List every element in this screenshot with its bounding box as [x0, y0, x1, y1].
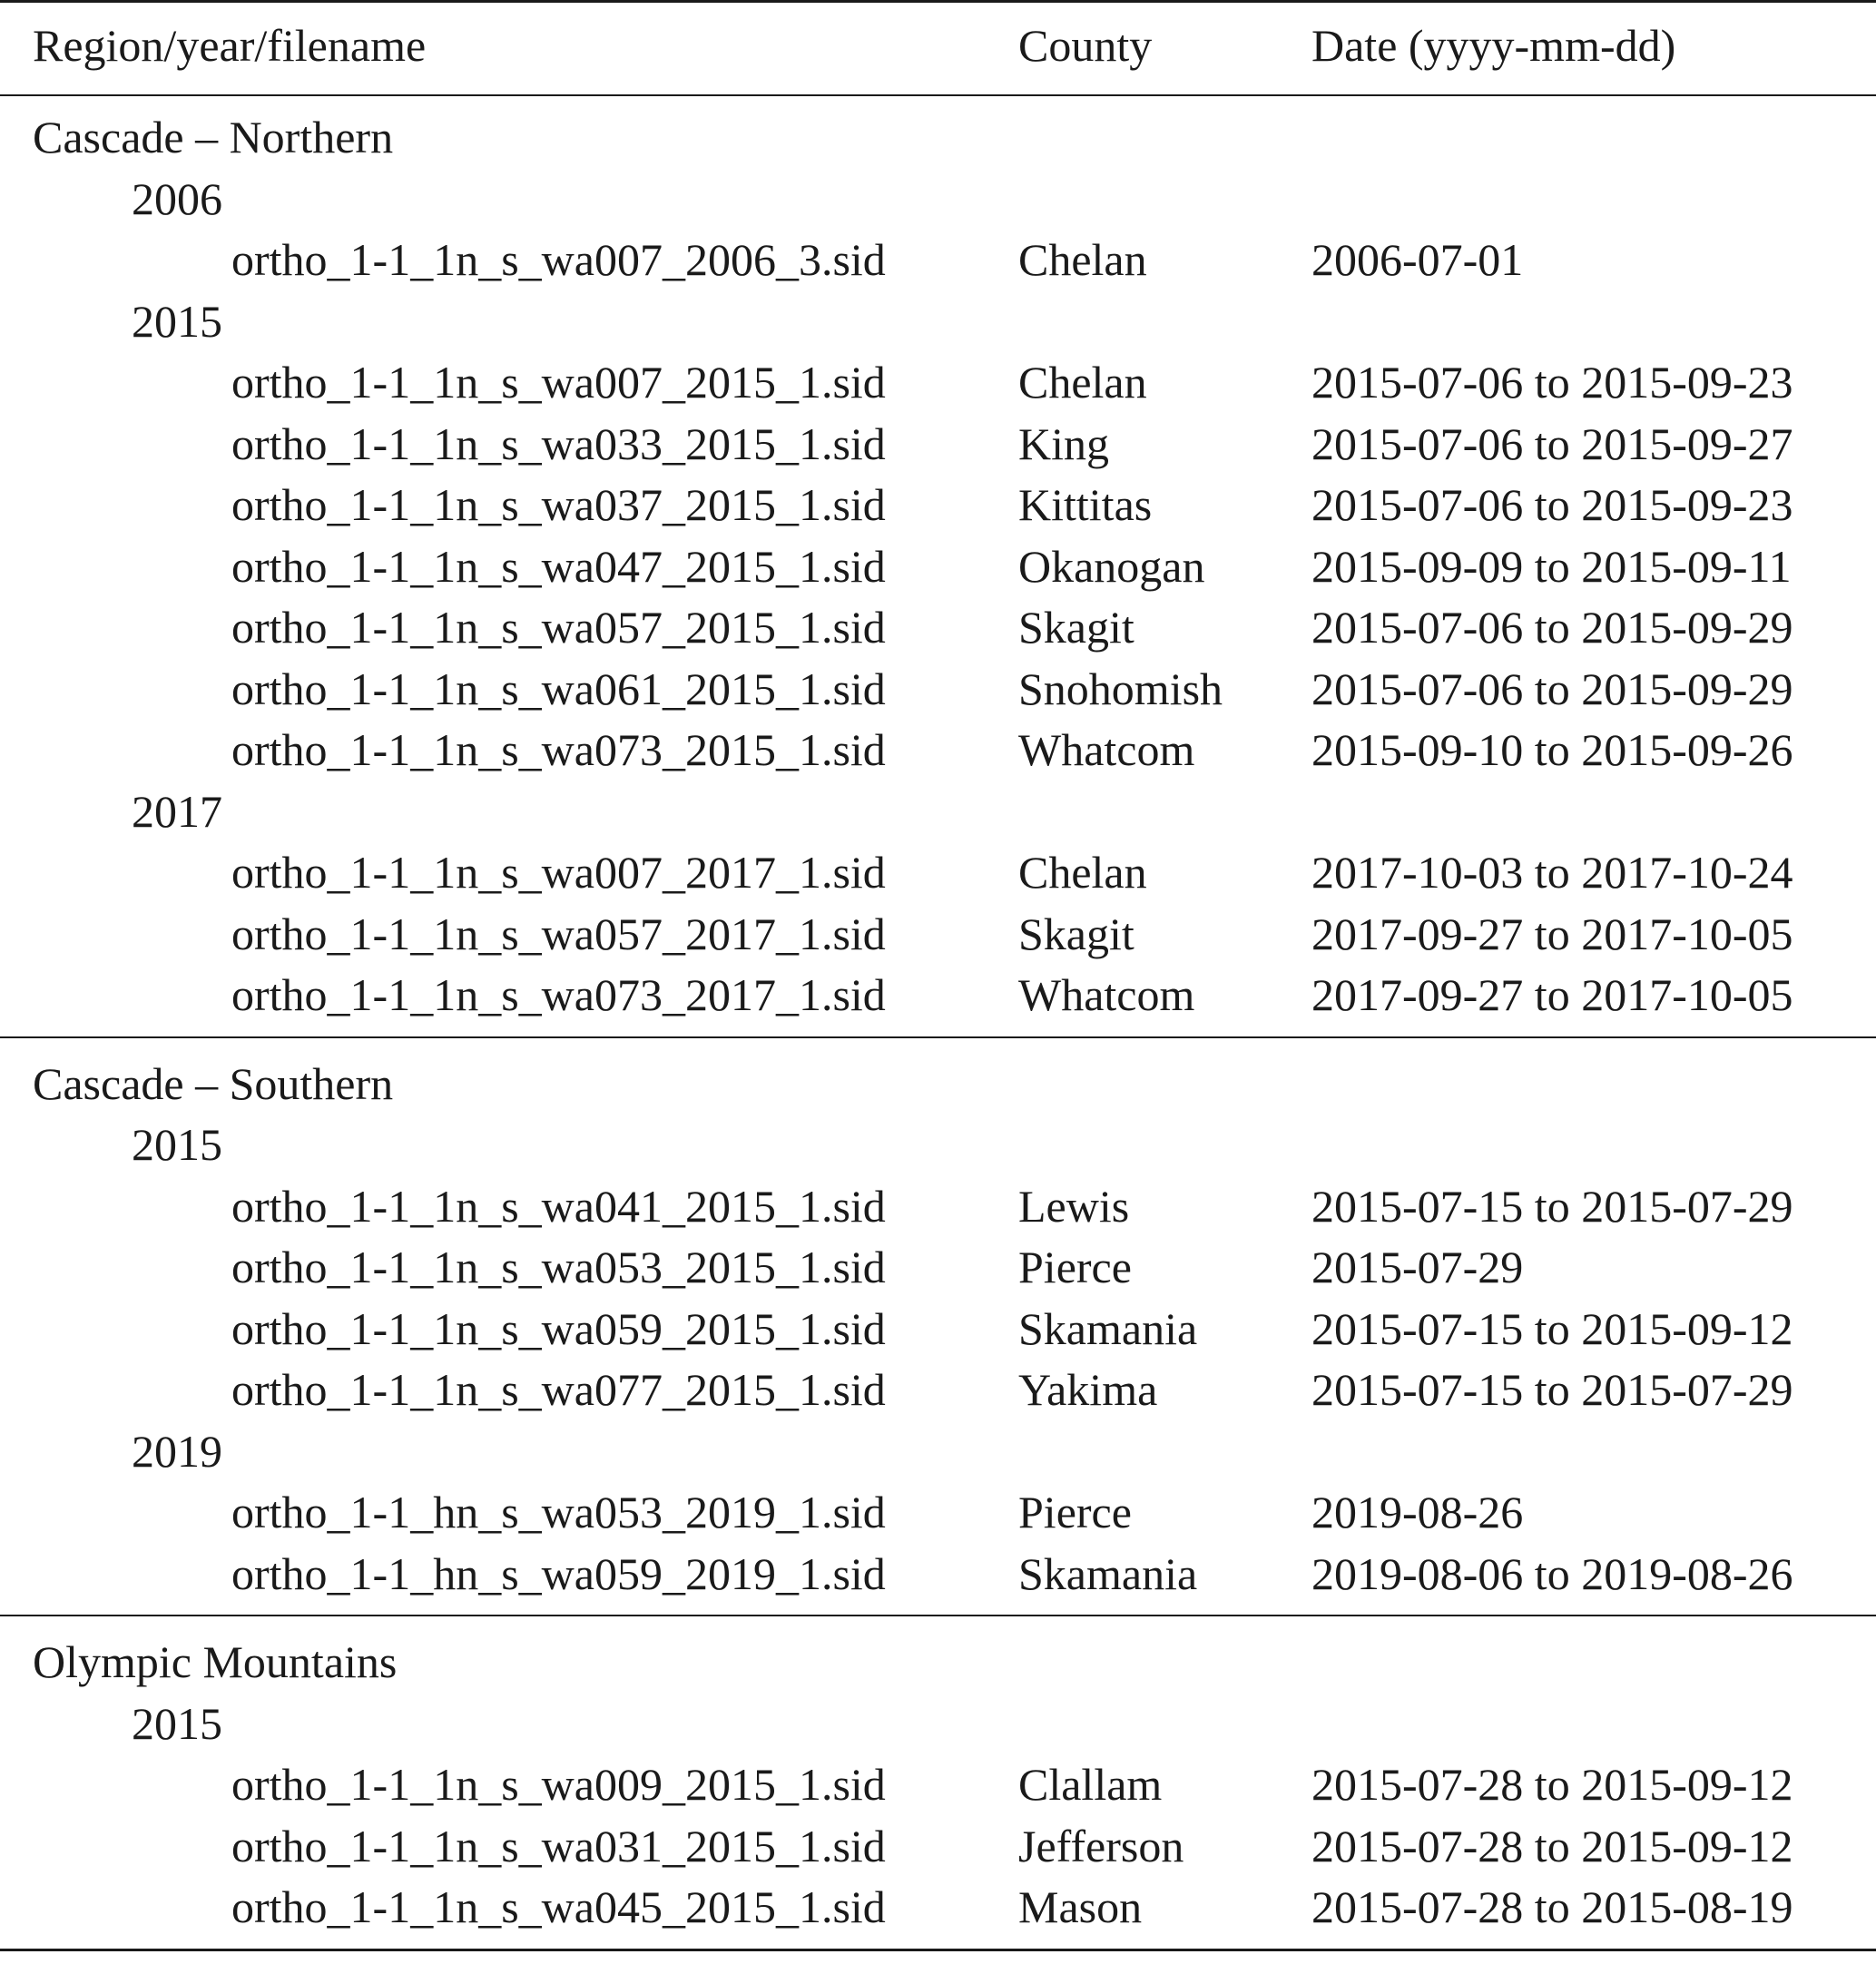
county-cell: Whatcom	[1018, 969, 1195, 1020]
date-cell: 2019-08-06 to 2019-08-26	[1311, 1547, 1793, 1599]
filename-cell: ortho_1-1_1n_s_wa057_2015_1.sid	[231, 602, 886, 653]
bottom-rule	[0, 1949, 1876, 1951]
filename-cell: ortho_1-1_1n_s_wa033_2015_1.sid	[231, 417, 886, 469]
date-cell: 2017-09-27 to 2017-10-05	[1311, 908, 1793, 959]
filename-cell: ortho_1-1_1n_s_wa041_2015_1.sid	[231, 1180, 886, 1232]
date-cell: 2015-07-15 to 2015-07-29	[1311, 1180, 1793, 1232]
filename-cell: ortho_1-1_hn_s_wa053_2019_1.sid	[231, 1487, 886, 1537]
county-cell: Pierce	[1018, 1487, 1132, 1537]
county-cell: Pierce	[1018, 1242, 1132, 1292]
header-rule	[0, 94, 1876, 96]
filename-cell: ortho_1-1_1n_s_wa077_2015_1.sid	[231, 1364, 886, 1415]
year-label: 2019	[132, 1425, 222, 1477]
date-cell: 2019-08-26	[1311, 1487, 1524, 1537]
header-county: County	[1018, 20, 1153, 71]
section-rule	[0, 1615, 1876, 1616]
date-cell: 2015-07-06 to 2015-09-27	[1311, 417, 1793, 469]
date-cell: 2015-07-06 to 2015-09-29	[1311, 602, 1793, 653]
county-cell: Chelan	[1018, 357, 1147, 408]
date-cell: 2015-07-15 to 2015-07-29	[1311, 1364, 1793, 1415]
region-label: Olympic Mountains	[33, 1636, 398, 1687]
date-cell: 2015-09-10 to 2015-09-26	[1311, 724, 1793, 775]
top-rule	[0, 0, 1876, 3]
date-cell: 2015-09-09 to 2015-09-11	[1311, 540, 1792, 592]
year-label: 2015	[132, 295, 222, 347]
filename-cell: ortho_1-1_1n_s_wa007_2015_1.sid	[231, 357, 886, 408]
county-cell: Whatcom	[1018, 724, 1195, 775]
county-cell: Yakima	[1018, 1364, 1158, 1415]
filename-cell: ortho_1-1_1n_s_wa007_2006_3.sid	[231, 234, 886, 285]
header-date: Date (yyyy-mm-dd)	[1311, 20, 1676, 71]
county-cell: Chelan	[1018, 234, 1147, 285]
year-label: 2015	[132, 1119, 222, 1170]
header-region-year-filename: Region/year/filename	[33, 20, 427, 71]
filename-cell: ortho_1-1_1n_s_wa073_2017_1.sid	[231, 969, 886, 1020]
county-cell: Skagit	[1018, 908, 1134, 959]
date-cell: 2015-07-06 to 2015-09-29	[1311, 663, 1793, 714]
year-label: 2017	[132, 785, 222, 837]
county-cell: Jefferson	[1018, 1820, 1184, 1871]
filename-cell: ortho_1-1_1n_s_wa057_2017_1.sid	[231, 908, 886, 959]
filename-cell: ortho_1-1_1n_s_wa073_2015_1.sid	[231, 724, 886, 775]
county-cell: Snohomish	[1018, 663, 1223, 714]
county-cell: Skamania	[1018, 1302, 1198, 1354]
filename-cell: ortho_1-1_1n_s_wa009_2015_1.sid	[231, 1759, 886, 1810]
filename-cell: ortho_1-1_hn_s_wa059_2019_1.sid	[231, 1547, 886, 1599]
year-label: 2015	[132, 1697, 222, 1749]
date-cell: 2015-07-15 to 2015-09-12	[1311, 1302, 1793, 1354]
date-cell: 2006-07-01	[1311, 234, 1524, 285]
date-cell: 2015-07-28 to 2015-09-12	[1311, 1759, 1793, 1810]
county-cell: Chelan	[1018, 847, 1147, 898]
county-cell: King	[1018, 417, 1109, 469]
county-cell: Kittitas	[1018, 479, 1153, 530]
county-cell: Skagit	[1018, 602, 1134, 653]
date-cell: 2017-09-27 to 2017-10-05	[1311, 969, 1793, 1020]
date-cell: 2015-07-06 to 2015-09-23	[1311, 357, 1793, 408]
date-cell: 2017-10-03 to 2017-10-24	[1311, 847, 1793, 898]
date-cell: 2015-07-29	[1311, 1242, 1524, 1292]
date-cell: 2015-07-28 to 2015-08-19	[1311, 1881, 1793, 1932]
filename-cell: ortho_1-1_1n_s_wa061_2015_1.sid	[231, 663, 886, 714]
section-rule	[0, 1036, 1876, 1038]
county-cell: Skamania	[1018, 1547, 1198, 1599]
date-cell: 2015-07-28 to 2015-09-12	[1311, 1820, 1793, 1871]
date-cell: 2015-07-06 to 2015-09-23	[1311, 479, 1793, 530]
filename-cell: ortho_1-1_1n_s_wa031_2015_1.sid	[231, 1820, 886, 1871]
year-label: 2006	[132, 172, 222, 224]
county-cell: Mason	[1018, 1881, 1143, 1932]
county-cell: Clallam	[1018, 1759, 1163, 1810]
region-label: Cascade – Northern	[33, 112, 394, 162]
county-cell: Lewis	[1018, 1180, 1130, 1232]
filename-cell: ortho_1-1_1n_s_wa059_2015_1.sid	[231, 1302, 886, 1354]
county-cell: Okanogan	[1018, 540, 1205, 592]
filename-cell: ortho_1-1_1n_s_wa045_2015_1.sid	[231, 1881, 886, 1932]
filename-cell: ortho_1-1_1n_s_wa007_2017_1.sid	[231, 847, 886, 898]
filename-cell: ortho_1-1_1n_s_wa037_2015_1.sid	[231, 479, 886, 530]
region-label: Cascade – Southern	[33, 1057, 394, 1109]
filename-cell: ortho_1-1_1n_s_wa053_2015_1.sid	[231, 1242, 886, 1292]
filename-cell: ortho_1-1_1n_s_wa047_2015_1.sid	[231, 540, 886, 592]
